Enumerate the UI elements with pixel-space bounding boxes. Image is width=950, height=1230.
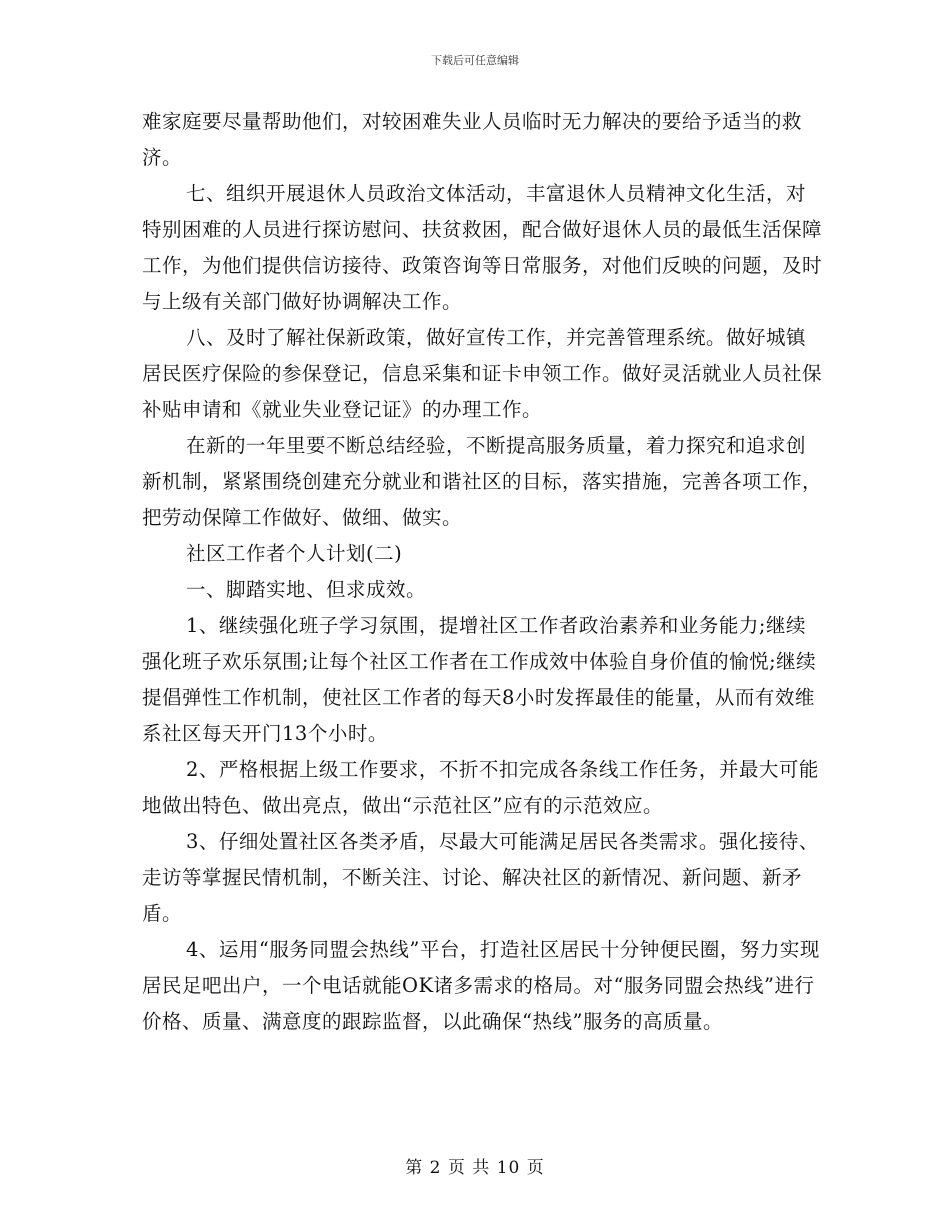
- paragraph: 1、继续强化班子学习氛围，提增社区工作者政治素养和业务能力;继续强化班子欢乐氛围;让每个社区工作者在工作成效中体验自身价值的愉悦;继续提倡弹性工作机制，使社区工作者的每天8小时发挥最佳的能量，从而有效维系社区每天开门13个小时。: [142, 614, 817, 745]
- subsection-heading: 一、脚踏实地、但求成效。: [186, 578, 427, 601]
- paragraph: 七、组织开展退休人员政治文体活动，丰富退休人员精神文化生活，对特别困难的人员进行探访慰问、扶贫救困，配合做好退休人员的最低生活保障工作，为他们提供信访接待、政策咨询等日常服务，对他们反映的问题，及时与上级有关部门做好协调解决工作。: [142, 182, 823, 313]
- paragraph: 3、仔细处置社区各类矛盾，尽最大可能满足居民各类需求。强化接待、走访等掌握民情机制，不断关注、讨论、解决社区的新情况、新问题、新矛盾。: [142, 830, 819, 925]
- paragraph: 难家庭要尽量帮助他们，对较困难失业人员临时无力解决的要给予适当的救济。: [142, 110, 803, 169]
- document-body: [142, 104, 822, 1040]
- page-header-note: 下载后可任意编辑: [431, 54, 519, 67]
- paragraph: 2、严格根据上级工作要求，不折不扣完成各条线工作任务，并最大可能地做出特色、做出亮点，做出“示范社区”应有的示范效应。: [142, 758, 819, 817]
- page-number: 第 2 页 共 10 页: [405, 1158, 545, 1178]
- section-heading: 社区工作者个人计划(二): [186, 542, 403, 565]
- paragraph: 八、及时了解社保新政策，做好宣传工作，并完善管理系统。做好城镇居民医疗保险的参保登记，信息采集和证卡申领工作。做好灵活就业人员社保补贴申请和《就业失业登记证》的办理工作。: [142, 326, 823, 421]
- paragraph: 4、运用“服务同盟会热线”平台，打造社区居民十分钟便民圈，努力实现居民足吧出户，一个电话就能OK诸多需求的格局。对“服务同盟会热线”进行价格、质量、满意度的跟踪监督，以此确保“热线”服务的高质量。: [142, 938, 820, 1033]
- paragraph: 在新的一年里要不断总结经验，不断提高服务质量，着力探究和追求创新机制，紧紧围绕创建充分就业和谐社区的目标，落实措施，完善各项工作，把劳动保障工作做好、做细、做实。: [142, 434, 823, 529]
